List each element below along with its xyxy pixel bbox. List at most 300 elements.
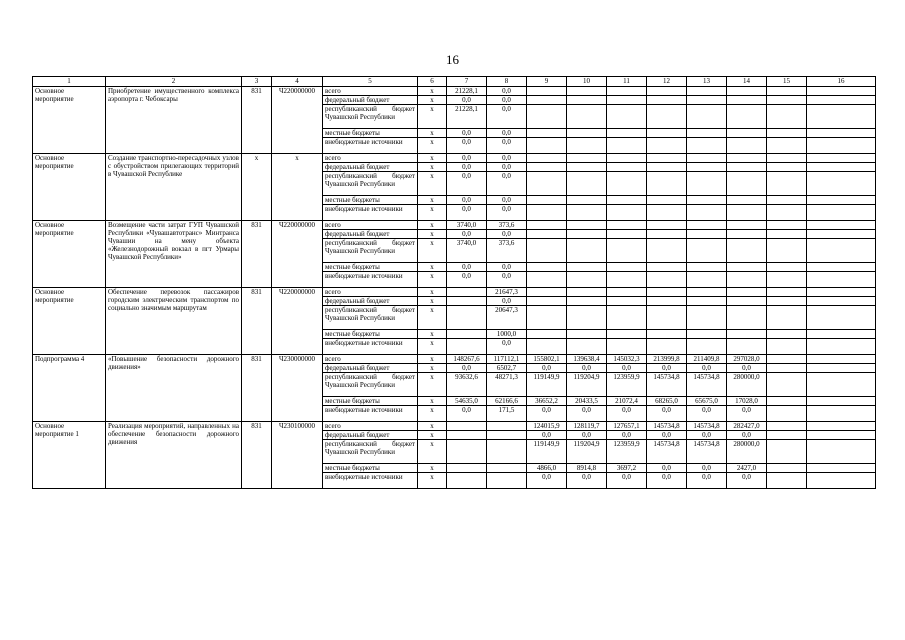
amount-cell: 0,0	[687, 431, 727, 440]
amount-cell: 0,0	[447, 154, 487, 163]
amount-cell: 145734,8	[687, 422, 727, 431]
amount-cell	[807, 330, 876, 339]
amount-cell: 0,0	[447, 205, 487, 221]
amount-cell	[807, 129, 876, 138]
amount-cell: 0,0	[647, 406, 687, 422]
marker-cell: x	[418, 364, 447, 373]
amount-cell: 0,0	[487, 129, 527, 138]
amount-cell: 48271,3	[487, 373, 527, 397]
amount-cell	[687, 163, 727, 172]
amount-cell	[807, 163, 876, 172]
funding-source-cell: республиканский бюджет Чувашской Республики	[323, 306, 418, 330]
amount-cell: 0,0	[447, 406, 487, 422]
amount-cell	[447, 464, 487, 473]
amount-cell	[687, 154, 727, 163]
funding-source-cell: местные бюджеты	[323, 263, 418, 272]
amount-cell	[567, 172, 607, 196]
activity-name-cell: Создание транспортно-пересадочных узлов с обустройством прилегающих территорий в Чувашской Республике	[106, 154, 242, 221]
amount-cell	[767, 473, 807, 489]
funding-source-cell: местные бюджеты	[323, 330, 418, 339]
amount-cell	[607, 330, 647, 339]
amount-cell	[447, 440, 487, 464]
amount-cell: 0,0	[567, 473, 607, 489]
ministry-code-cell: 831	[242, 221, 272, 288]
amount-cell	[607, 96, 647, 105]
amount-cell: 0,0	[447, 129, 487, 138]
amount-cell: 213999,8	[647, 355, 687, 364]
amount-cell	[767, 431, 807, 440]
amount-cell: 0,0	[487, 339, 527, 355]
amount-cell: 297028,0	[727, 355, 767, 364]
amount-cell: 17028,0	[727, 397, 767, 406]
amount-cell	[527, 163, 567, 172]
amount-cell	[687, 297, 727, 306]
amount-cell	[527, 105, 567, 129]
amount-cell	[487, 440, 527, 464]
amount-cell	[727, 129, 767, 138]
amount-cell	[727, 230, 767, 239]
funding-source-cell: республиканский бюджет Чувашской Республики	[323, 373, 418, 397]
marker-cell: x	[418, 355, 447, 364]
amount-cell	[607, 272, 647, 288]
amount-cell	[527, 172, 567, 196]
amount-cell	[807, 373, 876, 397]
amount-cell	[527, 221, 567, 230]
marker-cell: x	[418, 288, 447, 297]
amount-cell: 373,6	[487, 239, 527, 263]
amount-cell	[727, 239, 767, 263]
amount-cell	[607, 163, 647, 172]
amount-cell	[487, 431, 527, 440]
amount-cell	[647, 205, 687, 221]
amount-cell: 21228,1	[447, 105, 487, 129]
amount-cell	[647, 263, 687, 272]
funding-source-cell: республиканский бюджет Чувашской Республики	[323, 440, 418, 464]
amount-cell: 0,0	[487, 196, 527, 205]
amount-cell	[807, 297, 876, 306]
marker-cell: x	[418, 297, 447, 306]
amount-cell	[567, 230, 607, 239]
amount-cell	[767, 221, 807, 230]
amount-cell	[607, 205, 647, 221]
amount-cell	[807, 288, 876, 297]
marker-cell: x	[418, 473, 447, 489]
amount-cell: 65675,0	[687, 397, 727, 406]
marker-cell: x	[418, 431, 447, 440]
funding-source-cell: федеральный бюджет	[323, 163, 418, 172]
amount-cell	[807, 221, 876, 230]
amount-cell	[727, 87, 767, 96]
marker-cell: x	[418, 272, 447, 288]
amount-cell	[727, 306, 767, 330]
amount-cell	[487, 464, 527, 473]
amount-cell	[527, 297, 567, 306]
amount-cell	[647, 297, 687, 306]
amount-cell	[647, 138, 687, 154]
funding-source-cell: внебюджетные источники	[323, 406, 418, 422]
amount-cell	[687, 96, 727, 105]
amount-cell	[647, 129, 687, 138]
amount-cell: 0,0	[607, 406, 647, 422]
amount-cell	[767, 163, 807, 172]
amount-cell	[527, 288, 567, 297]
marker-cell: x	[418, 221, 447, 230]
amount-cell: 68265,0	[647, 397, 687, 406]
ministry-code-cell: 831	[242, 355, 272, 422]
amount-cell: 0,0	[487, 154, 527, 163]
amount-cell	[767, 440, 807, 464]
amount-cell	[767, 355, 807, 364]
amount-cell	[727, 330, 767, 339]
amount-cell	[607, 196, 647, 205]
marker-cell: x	[418, 172, 447, 196]
amount-cell	[527, 306, 567, 330]
amount-cell	[647, 272, 687, 288]
amount-cell	[687, 263, 727, 272]
amount-cell	[607, 129, 647, 138]
column-number: 2	[106, 77, 242, 87]
amount-cell: 0,0	[447, 138, 487, 154]
amount-cell: 0,0	[607, 473, 647, 489]
amount-cell	[807, 464, 876, 473]
amount-cell: 1000,0	[487, 330, 527, 339]
amount-cell	[727, 263, 767, 272]
amount-cell: 21228,1	[447, 87, 487, 96]
amount-cell: 145734,8	[647, 373, 687, 397]
amount-cell: 0,0	[487, 205, 527, 221]
amount-cell: 0,0	[487, 172, 527, 196]
amount-cell: 0,0	[487, 96, 527, 105]
amount-cell: 6502,7	[487, 364, 527, 373]
funding-source-cell: местные бюджеты	[323, 464, 418, 473]
marker-cell: x	[418, 422, 447, 431]
amount-cell	[807, 440, 876, 464]
amount-cell	[807, 172, 876, 196]
column-number: 8	[487, 77, 527, 87]
amount-cell: 119204,9	[567, 373, 607, 397]
marker-cell: x	[418, 239, 447, 263]
activity-name-cell: Приобретение имущественного комплекса аэропорта г. Чебоксары	[106, 87, 242, 154]
activity-type-cell: Основное мероприятие	[33, 288, 106, 355]
amount-cell	[767, 339, 807, 355]
amount-cell	[487, 422, 527, 431]
amount-cell	[607, 306, 647, 330]
marker-cell: x	[418, 330, 447, 339]
amount-cell: 3697,2	[607, 464, 647, 473]
amount-cell	[807, 205, 876, 221]
amount-cell	[567, 205, 607, 221]
amount-cell	[807, 431, 876, 440]
amount-cell	[527, 205, 567, 221]
amount-cell	[647, 230, 687, 239]
amount-cell: 280000,0	[727, 373, 767, 397]
amount-cell	[527, 96, 567, 105]
amount-cell: 0,0	[447, 364, 487, 373]
funding-source-cell: внебюджетные источники	[323, 205, 418, 221]
amount-cell	[687, 172, 727, 196]
amount-cell: 0,0	[487, 230, 527, 239]
activity-type-cell: Основное мероприятие 1	[33, 422, 106, 489]
amount-cell	[687, 205, 727, 221]
amount-cell: 0,0	[687, 406, 727, 422]
amount-cell: 62166,6	[487, 397, 527, 406]
activity-name-cell: Обеспечение перевозок пассажиров городским электрическим транспортом по социально значимым маршрутам	[106, 288, 242, 355]
amount-cell	[767, 105, 807, 129]
amount-cell	[567, 138, 607, 154]
amount-cell: 119149,9	[527, 373, 567, 397]
marker-cell: x	[418, 306, 447, 330]
funding-source-cell: всего	[323, 221, 418, 230]
amount-cell	[647, 96, 687, 105]
table-row	[33, 288, 876, 297]
amount-cell: 0,0	[447, 196, 487, 205]
amount-cell: 124015,9	[527, 422, 567, 431]
amount-cell	[767, 87, 807, 96]
amount-cell	[647, 330, 687, 339]
amount-cell: 20647,3	[487, 306, 527, 330]
amount-cell	[527, 230, 567, 239]
amount-cell: 148267,6	[447, 355, 487, 364]
amount-cell	[567, 87, 607, 96]
amount-cell: 0,0	[727, 473, 767, 489]
amount-cell	[567, 306, 607, 330]
marker-cell: x	[418, 154, 447, 163]
amount-cell: 0,0	[527, 364, 567, 373]
ministry-code-cell: 831	[242, 87, 272, 154]
amount-cell	[767, 138, 807, 154]
column-number: 15	[767, 77, 807, 87]
amount-cell	[527, 87, 567, 96]
marker-cell: x	[418, 205, 447, 221]
column-number: 4	[272, 77, 323, 87]
activity-name-cell: Возмещение части затрат ГУП Чувашской Республики «Чувашавтотранс» Минтранса Чувашии на мену объекта «Железнодорожный вокзал в пгт Урмары Чувашской Республики»	[106, 221, 242, 288]
amount-cell	[807, 230, 876, 239]
amount-cell	[687, 221, 727, 230]
amount-cell	[727, 96, 767, 105]
funding-source-cell: местные бюджеты	[323, 397, 418, 406]
amount-cell	[647, 163, 687, 172]
marker-cell: x	[418, 339, 447, 355]
amount-cell	[527, 263, 567, 272]
budget-code-cell: Ч220000000	[272, 221, 323, 288]
amount-cell: 0,0	[607, 364, 647, 373]
amount-cell	[607, 138, 647, 154]
amount-cell	[567, 163, 607, 172]
amount-cell	[687, 306, 727, 330]
amount-cell	[527, 196, 567, 205]
amount-cell	[567, 129, 607, 138]
amount-cell: 0,0	[447, 272, 487, 288]
amount-cell: 155802,1	[527, 355, 567, 364]
amount-cell: 282427,0	[727, 422, 767, 431]
column-number: 1	[33, 77, 106, 87]
amount-cell	[727, 221, 767, 230]
amount-cell: 128119,7	[567, 422, 607, 431]
funding-source-cell: федеральный бюджет	[323, 431, 418, 440]
amount-cell	[807, 422, 876, 431]
amount-cell	[807, 473, 876, 489]
amount-cell	[687, 230, 727, 239]
amount-cell: 0,0	[647, 473, 687, 489]
amount-cell	[767, 272, 807, 288]
amount-cell	[807, 339, 876, 355]
amount-cell: 0,0	[607, 431, 647, 440]
amount-cell: 373,6	[487, 221, 527, 230]
amount-cell	[767, 205, 807, 221]
amount-cell	[687, 196, 727, 205]
amount-cell	[727, 297, 767, 306]
activity-type-cell: Основное мероприятие	[33, 221, 106, 288]
ministry-code-cell: x	[242, 154, 272, 221]
amount-cell	[807, 196, 876, 205]
funding-source-cell: внебюджетные источники	[323, 272, 418, 288]
amount-cell: 0,0	[727, 364, 767, 373]
amount-cell: 0,0	[687, 473, 727, 489]
amount-cell: 21647,3	[487, 288, 527, 297]
funding-source-cell: федеральный бюджет	[323, 364, 418, 373]
amount-cell	[767, 373, 807, 397]
amount-cell	[567, 154, 607, 163]
amount-cell	[607, 297, 647, 306]
activity-type-cell: Подпрограмма 4	[33, 355, 106, 422]
amount-cell	[767, 330, 807, 339]
marker-cell: x	[418, 105, 447, 129]
amount-cell: 8914,8	[567, 464, 607, 473]
amount-cell	[727, 288, 767, 297]
amount-cell: 0,0	[487, 87, 527, 96]
funding-source-cell: федеральный бюджет	[323, 230, 418, 239]
marker-cell: x	[418, 440, 447, 464]
budget-code-cell: Ч230000000	[272, 355, 323, 422]
amount-cell: 0,0	[487, 297, 527, 306]
amount-cell: 0,0	[447, 96, 487, 105]
amount-cell	[767, 297, 807, 306]
amount-cell: 2427,0	[727, 464, 767, 473]
column-number-row	[33, 77, 876, 87]
amount-cell	[727, 154, 767, 163]
amount-cell: 0,0	[527, 473, 567, 489]
funding-source-cell: внебюджетные источники	[323, 473, 418, 489]
marker-cell: x	[418, 87, 447, 96]
amount-cell: 3740,0	[447, 239, 487, 263]
amount-cell	[767, 306, 807, 330]
amount-cell	[767, 464, 807, 473]
amount-cell: 0,0	[527, 431, 567, 440]
amount-cell	[567, 105, 607, 129]
ministry-code-cell: 831	[242, 288, 272, 355]
budget-table	[32, 76, 876, 489]
column-number: 7	[447, 77, 487, 87]
amount-cell	[567, 339, 607, 355]
funding-source-cell: внебюджетные источники	[323, 339, 418, 355]
amount-cell	[647, 172, 687, 196]
amount-cell	[647, 339, 687, 355]
amount-cell: 139638,4	[567, 355, 607, 364]
amount-cell: 54635,0	[447, 397, 487, 406]
amount-cell	[727, 105, 767, 129]
amount-cell	[687, 239, 727, 263]
amount-cell	[607, 263, 647, 272]
amount-cell	[767, 263, 807, 272]
amount-cell	[767, 239, 807, 263]
amount-cell	[447, 330, 487, 339]
amount-cell	[807, 96, 876, 105]
budget-code-cell: Ч220000000	[272, 87, 323, 154]
marker-cell: x	[418, 196, 447, 205]
amount-cell: 93632,6	[447, 373, 487, 397]
amount-cell	[727, 339, 767, 355]
amount-cell	[647, 306, 687, 330]
column-number: 16	[807, 77, 876, 87]
amount-cell: 145734,8	[647, 422, 687, 431]
funding-source-cell: федеральный бюджет	[323, 297, 418, 306]
funding-source-cell: республиканский бюджет Чувашской Республики	[323, 239, 418, 263]
table-row	[33, 154, 876, 163]
amount-cell	[567, 196, 607, 205]
amount-cell	[687, 288, 727, 297]
amount-cell	[527, 272, 567, 288]
amount-cell: 145734,8	[687, 373, 727, 397]
column-number: 13	[687, 77, 727, 87]
amount-cell	[807, 272, 876, 288]
amount-cell: 119204,9	[567, 440, 607, 464]
amount-cell	[767, 96, 807, 105]
amount-cell	[807, 138, 876, 154]
amount-cell	[807, 355, 876, 364]
amount-cell: 0,0	[487, 163, 527, 172]
amount-cell	[567, 288, 607, 297]
amount-cell	[607, 239, 647, 263]
amount-cell	[607, 172, 647, 196]
funding-source-cell: республиканский бюджет Чувашской Республики	[323, 172, 418, 196]
amount-cell	[647, 288, 687, 297]
page-number: 16	[446, 52, 459, 67]
marker-cell: x	[418, 373, 447, 397]
activity-type-cell: Основное мероприятие	[33, 87, 106, 154]
amount-cell	[607, 230, 647, 239]
column-number: 3	[242, 77, 272, 87]
amount-cell	[807, 406, 876, 422]
amount-cell: 4866,0	[527, 464, 567, 473]
amount-cell	[807, 263, 876, 272]
amount-cell: 123959,9	[607, 440, 647, 464]
amount-cell	[607, 87, 647, 96]
amount-cell	[767, 196, 807, 205]
amount-cell	[807, 364, 876, 373]
amount-cell	[767, 397, 807, 406]
funding-source-cell: всего	[323, 422, 418, 431]
amount-cell: 145734,8	[687, 440, 727, 464]
amount-cell: 0,0	[567, 364, 607, 373]
amount-cell	[727, 272, 767, 288]
marker-cell: x	[418, 138, 447, 154]
amount-cell	[727, 172, 767, 196]
amount-cell	[727, 205, 767, 221]
amount-cell	[807, 239, 876, 263]
amount-cell	[647, 87, 687, 96]
amount-cell	[447, 288, 487, 297]
amount-cell	[527, 239, 567, 263]
amount-cell	[567, 239, 607, 263]
amount-cell	[767, 154, 807, 163]
column-number: 12	[647, 77, 687, 87]
amount-cell: 0,0	[647, 464, 687, 473]
amount-cell	[447, 422, 487, 431]
ministry-code-cell: 831	[242, 422, 272, 489]
amount-cell	[607, 154, 647, 163]
funding-source-cell: местные бюджеты	[323, 196, 418, 205]
amount-cell	[727, 163, 767, 172]
